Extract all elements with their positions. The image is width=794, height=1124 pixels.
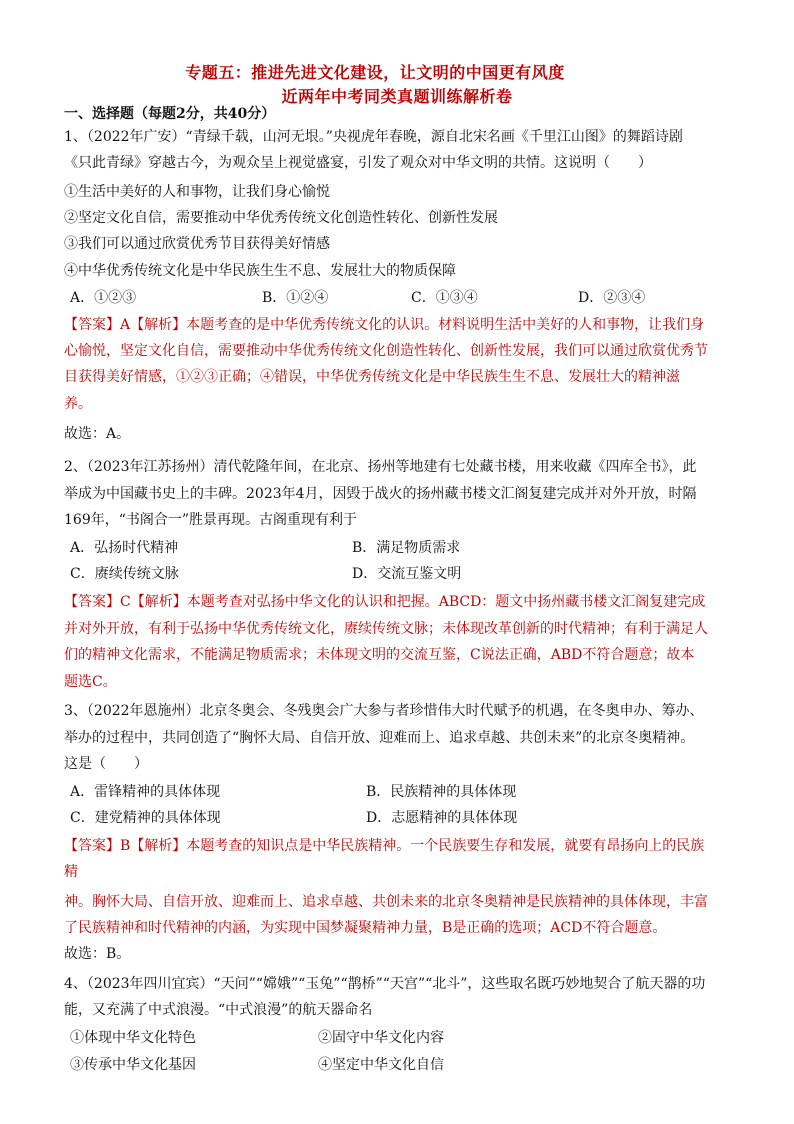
q3-option-b: B．民族精神的具体体现: [366, 784, 517, 800]
q1-option-a: A．①②③: [70, 290, 137, 306]
q1-answer-line: 【答案】A【解析】本题考查的是中华优秀传统文化的认识。材料说明生活中美好的人和事物，让我们身: [64, 317, 705, 333]
q1-answer-line: 心愉悦，坚定文化自信，需要推动中华优秀传统文化创造性转化、创新性发展，我们可以通过欣赏优秀节: [64, 343, 708, 359]
q2-stem-line: 2、（2023年江苏扬州）清代乾隆年间，在北京、扬州等地建有七处藏书楼，用来收藏《四库全书》，此: [64, 459, 697, 475]
q1-answer-line: 养。: [64, 396, 92, 412]
q1-stem-line: 1、（2022年广安）“青绿千载，山河无垠。”央视虎年春晚，源自北宋名画《千里江山图》的舞蹈诗剧: [64, 129, 683, 145]
q3-option-c: C．建党精神的具体体现: [70, 810, 221, 826]
q4-item-3: ③传承中华文化基因: [70, 1057, 196, 1073]
q1-item: ④中华优秀传统文化是中华民族生生不息、发展壮大的物质保障: [64, 263, 456, 279]
q1-answer-line: 目获得美好情感，①②③正确；④错误，中华优秀传统文化是中华民族生生不息、发展壮大的精神滋: [64, 369, 680, 385]
q3-stem-line: 3、（2022年恩施州）北京冬奥会、冬残奥会广大参与者珍惜伟大时代赋予的机遇，在冬奥申办、筹办、: [64, 703, 704, 719]
q2-answer-line: 【答案】C【解析】本题考查对弘扬中华文化的认识和把握。ABCD：题文中扬州藏书楼文汇阁复建完成: [64, 594, 706, 610]
q3-stem-line: 举办的过程中，共同创造了“胸怀大局、自信开放、迎难而上、追求卓越、共创未来”的北京冬奥精神。: [64, 730, 695, 746]
document-subtitle: 近两年中考同类真题训练解析卷: [281, 87, 513, 106]
q1-option-c: C．①③④: [411, 290, 478, 306]
q2-option-a: A．弘扬时代精神: [70, 540, 179, 556]
q2-answer-line: 并对外开放，有利于弘扬中华优秀传统文化，赓续传统文脉；未体现改革创新的时代精神；有利于满足人: [64, 621, 708, 637]
q2-answer-line: 们的精神文化需求，不能满足物质需求；未体现文明的交流互鉴，C说法正确，ABD不符合题意；故本: [64, 647, 695, 663]
q2-option-b: B．满足物质需求: [352, 540, 461, 556]
q1-item: ②坚定文化自信，需要推动中华优秀传统文化创造性转化、创新性发展: [64, 210, 498, 226]
q1-option-b: B．①②④: [262, 290, 329, 306]
q3-choice: 故选：B。: [64, 946, 131, 962]
q1-item: ①生活中美好的人和事物，让我们身心愉悦: [64, 184, 330, 200]
q3-answer-line: 【答案】B【解析】本题考查的知识点是中华民族精神。一个民族要生存和发展，就要有昂扬向上的民族: [64, 838, 705, 854]
q2-option-d: D．交流互鉴文明: [352, 566, 462, 582]
q3-answer-line: 神。胸怀大局、自信开放、迎难而上、追求卓越、共创未来的北京冬奥精神是民族精神的具体体现，丰富: [64, 894, 708, 910]
q3-stem-line: 这是（ ）: [64, 756, 148, 772]
q2-stem-line: 169年，“书阁合一”胜景再现。古阁重现有利于: [64, 512, 358, 528]
q4-item-4: ④坚定中华文化自信: [318, 1057, 444, 1073]
q1-option-d: D．②③④: [578, 290, 646, 306]
q3-option-d: D．志愿精神的具体体现: [366, 810, 518, 826]
q3-option-a: A．雷锋精神的具体体现: [70, 784, 221, 800]
q4-item-2: ②固守中华文化内容: [318, 1030, 444, 1046]
q3-answer-line: 精: [64, 864, 78, 880]
document-title: 专题五：推进先进文化建设，让文明的中国更有风度: [185, 63, 565, 82]
q2-stem-line: 举成为中国藏书史上的丰碑。2023年4月，因毁于战火的扬州藏书楼文汇阁复建完成并对外开放，时隔: [64, 486, 697, 502]
q2-option-c: C．赓续传统文脉: [70, 566, 179, 582]
q4-item-1: ①体现中华文化特色: [70, 1030, 196, 1046]
q3-answer-line: 了民族精神和时代精神的内涵，为实现中国梦凝聚精神力量，B是正确的选项；ACD不符合题意。: [64, 920, 667, 936]
q1-item: ③我们可以通过欣赏优秀节目获得美好情感: [64, 236, 330, 252]
q1-choice: 故选：A。: [64, 426, 131, 442]
q4-stem-line: 能，又充满了中式浪漫。“中式浪漫”的航天器命名: [64, 1002, 373, 1018]
section-heading: 一、选择题（每题2分，共40分）: [64, 106, 276, 122]
q2-answer-line: 题选C。: [64, 674, 117, 690]
q1-stem-line: 《只此青绿》穿越古今，为观众呈上视觉盛宴，引发了观众对中华文明的共情。这说明（ ）: [64, 155, 652, 171]
q4-stem-line: 4、（2023年四川宜宾）“天问”“嫦娥”“玉兔”“鹊桥”“天宫”“北斗”，这些取名既巧妙地契合了航天器的功: [64, 976, 706, 992]
